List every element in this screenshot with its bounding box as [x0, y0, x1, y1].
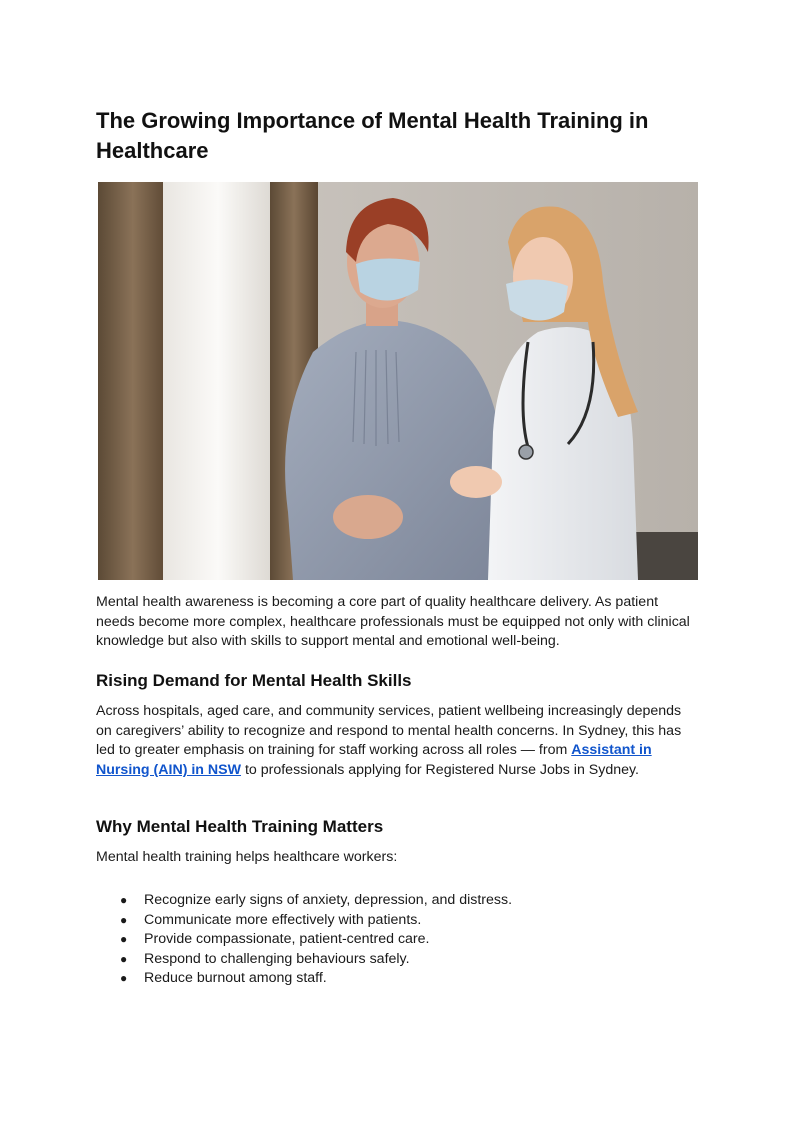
list-item — [96, 969, 698, 989]
rising-demand-paragraph — [96, 702, 698, 780]
list-item — [96, 930, 698, 950]
bullet-icon: ● — [120, 971, 128, 985]
bullet-icon: ● — [120, 951, 128, 966]
training-intro-paragraph: Mental health training helps healthcare workers: — [96, 849, 398, 865]
section-heading-rising-demand: Rising Demand for Mental Health Skills — [96, 671, 412, 690]
hero-image — [98, 182, 698, 580]
list-item-text: Recognize early signs of anxiety, depression, and distress. — [144, 892, 513, 908]
bullet-icon: ● — [120, 912, 128, 927]
list-item-text: Reduce burnout among staff. — [144, 970, 327, 986]
list-item-text: Provide compassionate, patient-centred care. — [144, 931, 430, 947]
list-item — [96, 950, 698, 970]
intro-paragraph: Mental health awareness is becoming a core part of quality healthcare delivery. As patient needs become more complex, healthcare professionals must be equipped not only with clinical knowledge but also with skills to support mental and emotional well-being. — [96, 594, 690, 649]
training-benefits-list — [96, 891, 698, 989]
photo-healthcare-worker-with-patient-icon — [98, 182, 698, 580]
bullet-icon: ● — [120, 893, 128, 907]
bullet-icon: ● — [120, 932, 128, 946]
list-item — [96, 891, 698, 911]
list-item-text: Respond to challenging behaviours safely. — [144, 950, 410, 967]
ain-nsw-link[interactable]: Assistant in Nursing (AIN) in NSW — [96, 742, 652, 778]
list-item-text: Communicate more effectively with patients. — [144, 911, 422, 928]
list-item — [96, 911, 698, 931]
section-heading-why-training-matters: Why Mental Health Training Matters — [96, 817, 384, 836]
paragraph-text-after-link: to professionals applying for Registered Nurse Jobs in Sydney. — [241, 761, 639, 778]
page-title: The Growing Importance of Mental Health Training in Healthcare — [96, 108, 649, 163]
paragraph-text-before-link: Across hospitals, aged care, and community services, patient wellbeing increasingly depends on caregivers’ ability to recognize and respond to mental health concerns. In Sydney, this has led to greater emphasis on training for staff working across all roles — from — [96, 703, 682, 758]
